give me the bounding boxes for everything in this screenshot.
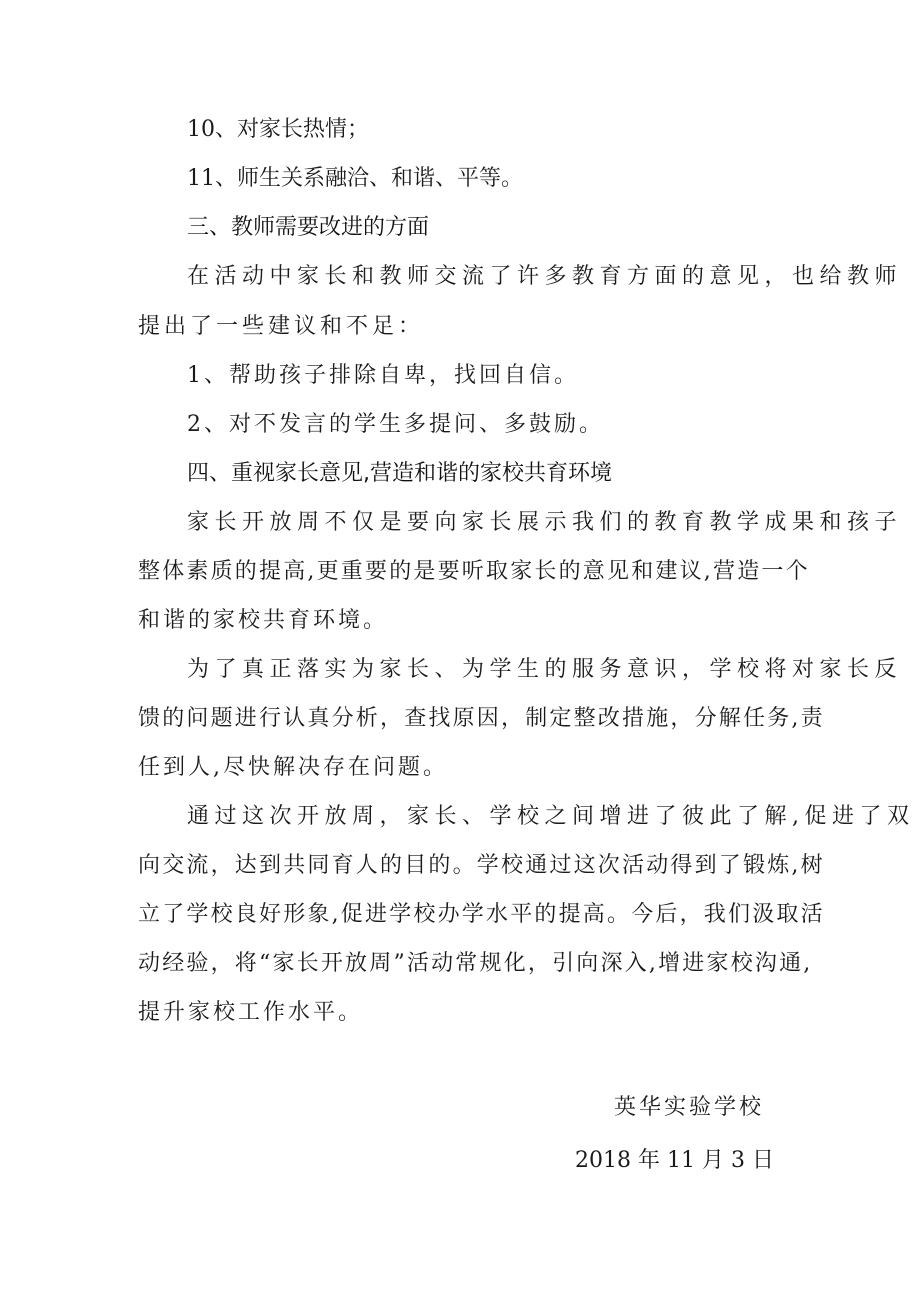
paragraph-line: 提出了一些建议和不足：	[138, 314, 425, 339]
section-heading: 四、重视家长意见,营造和谐的家校共育环境	[187, 461, 612, 486]
section-heading: 三、教师需要改进的方面	[187, 215, 430, 240]
paragraph-line: 立了学校良好形象,促进学校办学水平的提高。今后，我们汲取活	[138, 902, 825, 927]
list-item: 11、师生关系融洽、和谐、平等。	[187, 166, 523, 191]
paragraph-line: 家长开放周不仅是要向家长展示我们的教育教学成果和孩子	[187, 510, 903, 535]
signature-date: 2018 年 11 月 3 日	[575, 1148, 774, 1173]
signature-school: 英华实验学校	[614, 1095, 765, 1120]
paragraph-line: 为了真正落实为家长、为学生的服务意识，学校将对家长反	[187, 657, 903, 682]
list-item: 2、对不发言的学生多提问、多鼓励。	[187, 412, 604, 437]
paragraph-line: 任到人,尽快解决存在问题。	[138, 755, 448, 780]
paragraph-line: 在活动中家长和教师交流了许多教育方面的意见，也给教师	[187, 264, 903, 289]
paragraph-line: 动经验，将“家长开放周”活动常规化，引向深入,增进家校沟通,	[138, 951, 813, 976]
paragraph-line: 整体素质的提高,更重要的是要听取家长的意见和建议,营造一个	[138, 559, 810, 584]
paragraph-line: 提升家校工作水平。	[138, 1000, 364, 1025]
list-item: 1、帮助孩子排除自卑，找回自信。	[187, 363, 579, 388]
paragraph-line: 馈的问题进行认真分析，查找原因，制定整改措施，分解任务,责	[138, 706, 825, 731]
paragraph-line: 和谐的家校共育环境。	[138, 608, 389, 633]
list-item: 10、对家长热情；	[187, 117, 369, 142]
paragraph-line: 向交流，达到共同育人的目的。学校通过这次活动得到了锻炼,树	[138, 853, 825, 878]
paragraph-line: 通过这次开放周，家长、学校之间增进了彼此了解,促进了双	[187, 804, 915, 829]
